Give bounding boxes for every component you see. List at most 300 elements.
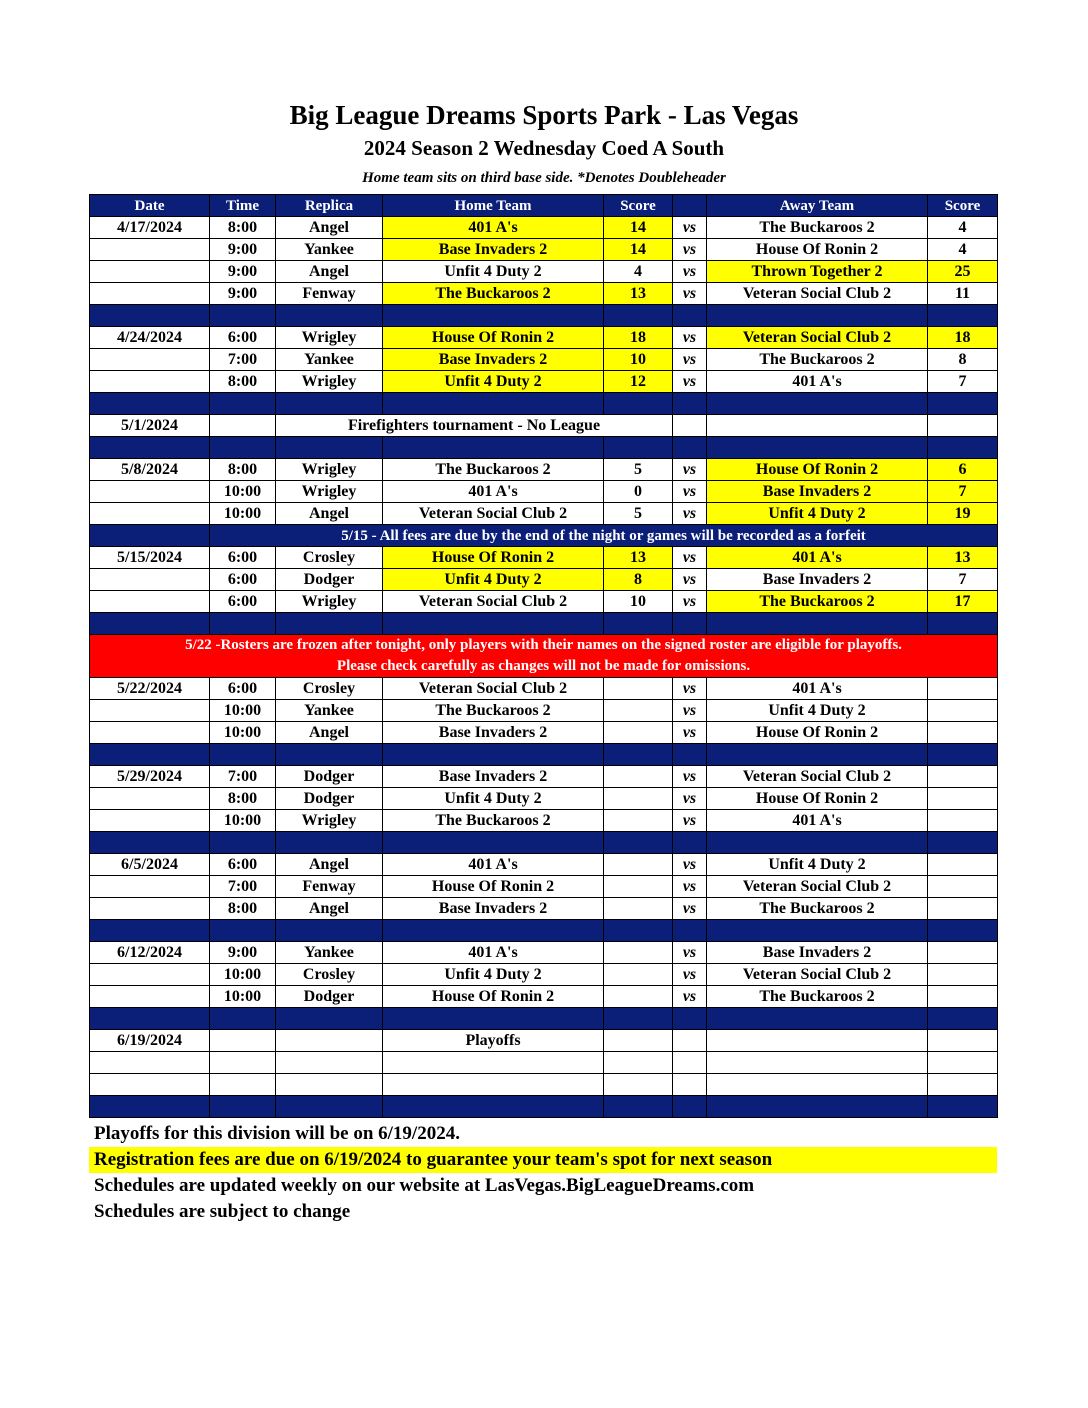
- away-team: The Buckaroos 2: [707, 349, 928, 371]
- field-name: Angel: [276, 898, 383, 920]
- spacer-cell: [90, 437, 210, 459]
- field-name: Wrigley: [276, 591, 383, 613]
- game-row: [90, 217, 998, 239]
- home-score: [604, 964, 673, 986]
- spacer-cell: [276, 1008, 383, 1030]
- away-score: [928, 722, 998, 744]
- game-time: 8:00: [210, 371, 276, 393]
- spacer-cell: [707, 1096, 928, 1118]
- spacer-cell: [383, 1008, 604, 1030]
- spacer-cell: [604, 832, 673, 854]
- game-time: 6:00: [210, 678, 276, 700]
- game-date: [90, 964, 210, 986]
- game-row: [90, 481, 998, 503]
- game-date: [90, 876, 210, 898]
- away-score: [928, 788, 998, 810]
- spacer-cell: [673, 305, 707, 327]
- home-score: 18: [604, 327, 673, 349]
- home-score: [604, 788, 673, 810]
- home-score: 12: [604, 371, 673, 393]
- field-name: Crosley: [276, 964, 383, 986]
- game-date: [90, 1052, 210, 1074]
- field-name: Angel: [276, 217, 383, 239]
- game-row: [90, 986, 998, 1008]
- home-team: Unfit 4 Duty 2: [383, 788, 604, 810]
- spacer-cell: [90, 920, 210, 942]
- spacer-cell: [90, 832, 210, 854]
- game-date: 5/1/2024: [90, 415, 210, 437]
- away-team: Base Invaders 2: [707, 942, 928, 964]
- game-row: [90, 678, 998, 700]
- column-header-away-score: Score: [928, 195, 998, 217]
- field-name: Crosley: [276, 678, 383, 700]
- spacer-cell: [928, 1096, 998, 1118]
- spacer-cell: [276, 437, 383, 459]
- game-time: 10:00: [210, 986, 276, 1008]
- game-row: [90, 876, 998, 898]
- vs-label: vs: [673, 327, 707, 349]
- away-team: The Buckaroos 2: [707, 217, 928, 239]
- game-date: 4/24/2024: [90, 327, 210, 349]
- home-team: 401 A's: [383, 942, 604, 964]
- game-date: [90, 481, 210, 503]
- spacer-cell: [707, 832, 928, 854]
- vs-label: vs: [673, 569, 707, 591]
- game-date: [90, 503, 210, 525]
- game-row: [90, 371, 998, 393]
- registration-note: Registration fees are due on 6/19/2024 to guarantee your team's spot for next season: [89, 1147, 997, 1173]
- table-header-row: [90, 195, 998, 217]
- spacer-cell: [707, 305, 928, 327]
- home-team: Unfit 4 Duty 2: [383, 261, 604, 283]
- game-date: [90, 261, 210, 283]
- game-time: 10:00: [210, 810, 276, 832]
- spacer-cell: [90, 305, 210, 327]
- game-row: [90, 547, 998, 569]
- game-row: [90, 503, 998, 525]
- spacer-cell: [90, 613, 210, 635]
- game-time: 10:00: [210, 722, 276, 744]
- game-time: 9:00: [210, 261, 276, 283]
- game-time: 10:00: [210, 503, 276, 525]
- away-score: [928, 854, 998, 876]
- spacer-cell: [210, 437, 276, 459]
- away-score: [928, 810, 998, 832]
- schedule-note: Home team sits on third base side. *Denotes Doubleheader: [362, 170, 726, 186]
- home-team: Veteran Social Club 2: [383, 591, 604, 613]
- game-time: [210, 415, 276, 437]
- vs-label: vs: [673, 503, 707, 525]
- vs-label: vs: [673, 810, 707, 832]
- vs-label: vs: [673, 722, 707, 744]
- home-team: The Buckaroos 2: [383, 459, 604, 481]
- game-time: 9:00: [210, 942, 276, 964]
- field-name: Fenway: [276, 876, 383, 898]
- spacer-cell: [383, 920, 604, 942]
- away-score: 7: [928, 371, 998, 393]
- game-time: 6:00: [210, 591, 276, 613]
- field-name: Angel: [276, 854, 383, 876]
- vs-label: vs: [673, 986, 707, 1008]
- home-score: 10: [604, 591, 673, 613]
- away-score: [928, 415, 998, 437]
- game-row: [90, 459, 998, 481]
- column-header-home-team: Home Team: [383, 195, 604, 217]
- game-time: 8:00: [210, 459, 276, 481]
- vs-label: vs: [673, 898, 707, 920]
- game-time: 9:00: [210, 239, 276, 261]
- spacer-cell: [276, 744, 383, 766]
- game-row: [90, 854, 998, 876]
- away-team: Veteran Social Club 2: [707, 876, 928, 898]
- spacer-cell: [276, 613, 383, 635]
- away-team: The Buckaroos 2: [707, 591, 928, 613]
- vs-label: vs: [673, 964, 707, 986]
- game-date: 5/8/2024: [90, 459, 210, 481]
- away-score: 18: [928, 327, 998, 349]
- spacer-cell: [673, 613, 707, 635]
- field-name: [276, 1030, 383, 1052]
- spacer-row: [90, 920, 998, 942]
- home-team: Unfit 4 Duty 2: [383, 569, 604, 591]
- home-score: [604, 766, 673, 788]
- spacer-cell: [673, 920, 707, 942]
- vs-label: vs: [673, 700, 707, 722]
- spacer-cell: [928, 305, 998, 327]
- game-row: [90, 788, 998, 810]
- spacer-row: [90, 1008, 998, 1030]
- game-row: [90, 327, 998, 349]
- vs-label: vs: [673, 371, 707, 393]
- away-score: [928, 898, 998, 920]
- vs-label: vs: [673, 788, 707, 810]
- home-team: Veteran Social Club 2: [383, 678, 604, 700]
- change-note: Schedules are subject to change: [94, 1201, 351, 1222]
- spacer-row: [90, 744, 998, 766]
- away-score: [928, 1030, 998, 1052]
- spacer-cell: [928, 1008, 998, 1030]
- vs-label: vs: [673, 766, 707, 788]
- home-score: [604, 986, 673, 1008]
- field-name: Yankee: [276, 239, 383, 261]
- home-score: 8: [604, 569, 673, 591]
- game-date: [90, 788, 210, 810]
- game-date: 5/15/2024: [90, 547, 210, 569]
- away-score: 17: [928, 591, 998, 613]
- vs-label: [673, 1030, 707, 1052]
- spacer-cell: [928, 393, 998, 415]
- away-team: Unfit 4 Duty 2: [707, 700, 928, 722]
- spacer-cell: [707, 393, 928, 415]
- home-score: 10: [604, 349, 673, 371]
- spacer-cell: [604, 744, 673, 766]
- fees-notice: 5/15 - All fees are due by the end of the night or games will be recorded as a forfeit: [210, 525, 998, 547]
- vs-label: vs: [673, 678, 707, 700]
- vs-label: [673, 1074, 707, 1096]
- home-team: 401 A's: [383, 481, 604, 503]
- home-team: House Of Ronin 2: [383, 547, 604, 569]
- spacer-cell: [604, 393, 673, 415]
- game-date: 5/22/2024: [90, 678, 210, 700]
- game-time: 8:00: [210, 788, 276, 810]
- spacer-cell: [383, 1096, 604, 1118]
- home-team: Veteran Social Club 2: [383, 503, 604, 525]
- vs-label: vs: [673, 459, 707, 481]
- game-date: 6/19/2024: [90, 1030, 210, 1052]
- game-date: [90, 1074, 210, 1096]
- away-team: [707, 1052, 928, 1074]
- field-name: Wrigley: [276, 459, 383, 481]
- vs-label: vs: [673, 283, 707, 305]
- away-score: [928, 964, 998, 986]
- spacer-cell: [383, 613, 604, 635]
- field-name: Yankee: [276, 349, 383, 371]
- column-header-replica: Replica: [276, 195, 383, 217]
- away-team: 401 A's: [707, 547, 928, 569]
- game-date: [90, 722, 210, 744]
- away-score: [928, 1074, 998, 1096]
- spacer-row: [90, 1096, 998, 1118]
- field-name: Crosley: [276, 547, 383, 569]
- spacer-cell: [210, 1096, 276, 1118]
- field-name: Yankee: [276, 942, 383, 964]
- schedule-table: [89, 194, 998, 1118]
- vs-label: [673, 1052, 707, 1074]
- away-team: 401 A's: [707, 810, 928, 832]
- game-row: [90, 349, 998, 371]
- vs-label: vs: [673, 239, 707, 261]
- home-score: 0: [604, 481, 673, 503]
- home-team: Playoffs: [383, 1030, 604, 1052]
- home-score: [604, 700, 673, 722]
- away-team: [707, 1030, 928, 1052]
- spacer-cell: [707, 437, 928, 459]
- home-score: 13: [604, 283, 673, 305]
- home-team: [383, 1052, 604, 1074]
- spacer-cell: [383, 744, 604, 766]
- away-team: Veteran Social Club 2: [707, 766, 928, 788]
- game-row: [90, 569, 998, 591]
- spacer-cell: [276, 920, 383, 942]
- spacer-cell: [276, 393, 383, 415]
- field-name: Dodger: [276, 788, 383, 810]
- page-title: Big League Dreams Sports Park - Las Vegas: [289, 100, 799, 130]
- game-row: [90, 1074, 998, 1096]
- spacer-cell: [90, 1008, 210, 1030]
- home-team: Base Invaders 2: [383, 239, 604, 261]
- roster-notice-row: [90, 635, 998, 678]
- home-score: [604, 1030, 673, 1052]
- game-date: [90, 283, 210, 305]
- home-score: [604, 1052, 673, 1074]
- home-team: House Of Ronin 2: [383, 327, 604, 349]
- home-score: [604, 678, 673, 700]
- away-team: Thrown Together 2: [707, 261, 928, 283]
- home-score: 5: [604, 503, 673, 525]
- vs-label: vs: [673, 217, 707, 239]
- away-team: [707, 1074, 928, 1096]
- home-team: The Buckaroos 2: [383, 700, 604, 722]
- vs-label: vs: [673, 547, 707, 569]
- field-name: Wrigley: [276, 810, 383, 832]
- game-time: [210, 1052, 276, 1074]
- spacer-cell: [210, 832, 276, 854]
- away-team: Base Invaders 2: [707, 481, 928, 503]
- spacer-cell: [383, 437, 604, 459]
- game-date: 4/17/2024: [90, 217, 210, 239]
- game-date: [90, 700, 210, 722]
- home-team: The Buckaroos 2: [383, 810, 604, 832]
- game-row: [90, 261, 998, 283]
- spacer-cell: [928, 832, 998, 854]
- away-team: Unfit 4 Duty 2: [707, 503, 928, 525]
- game-time: 7:00: [210, 876, 276, 898]
- home-team: Unfit 4 Duty 2: [383, 964, 604, 986]
- game-row: [90, 1030, 998, 1052]
- home-score: [604, 942, 673, 964]
- spacer-cell: [383, 832, 604, 854]
- game-row: [90, 591, 998, 613]
- game-row: [90, 700, 998, 722]
- field-name: Wrigley: [276, 327, 383, 349]
- spacer-cell: [210, 393, 276, 415]
- spacer-cell: [210, 744, 276, 766]
- away-score: [928, 986, 998, 1008]
- game-time: 7:00: [210, 349, 276, 371]
- away-score: 6: [928, 459, 998, 481]
- spacer-cell: [673, 393, 707, 415]
- game-row: [90, 810, 998, 832]
- away-team: Veteran Social Club 2: [707, 327, 928, 349]
- column-header-home-score: Score: [604, 195, 673, 217]
- spacer-cell: [604, 1008, 673, 1030]
- game-time: 9:00: [210, 283, 276, 305]
- away-score: [928, 1052, 998, 1074]
- game-time: 10:00: [210, 964, 276, 986]
- home-score: [604, 898, 673, 920]
- spacer-cell: [604, 613, 673, 635]
- roster-notice: [90, 635, 998, 678]
- away-score: 7: [928, 481, 998, 503]
- game-date: [90, 986, 210, 1008]
- away-score: [928, 700, 998, 722]
- playoffs-note: Playoffs for this division will be on 6/19/2024.: [94, 1123, 460, 1144]
- field-name: Angel: [276, 503, 383, 525]
- game-time: 6:00: [210, 569, 276, 591]
- spacer-cell: [673, 744, 707, 766]
- away-score: 19: [928, 503, 998, 525]
- home-score: [604, 722, 673, 744]
- game-date: [90, 239, 210, 261]
- spacer-cell: [673, 832, 707, 854]
- game-date: 5/29/2024: [90, 766, 210, 788]
- home-team: The Buckaroos 2: [383, 283, 604, 305]
- spacer-row: [90, 393, 998, 415]
- vs-label: vs: [673, 591, 707, 613]
- spacer-cell: [673, 437, 707, 459]
- away-score: 4: [928, 217, 998, 239]
- footer-notes: [89, 1121, 997, 1225]
- spacer-cell: [210, 1008, 276, 1030]
- home-team: Unfit 4 Duty 2: [383, 371, 604, 393]
- spacer-cell: [707, 920, 928, 942]
- game-time: 6:00: [210, 547, 276, 569]
- away-score: 7: [928, 569, 998, 591]
- home-team: Base Invaders 2: [383, 898, 604, 920]
- game-row: [90, 898, 998, 920]
- game-time: [210, 1030, 276, 1052]
- spacer-row: [90, 832, 998, 854]
- spacer-cell: [210, 613, 276, 635]
- game-date: 6/12/2024: [90, 942, 210, 964]
- field-name: Angel: [276, 722, 383, 744]
- away-team: Veteran Social Club 2: [707, 964, 928, 986]
- vs-label: vs: [673, 942, 707, 964]
- game-time: 10:00: [210, 700, 276, 722]
- spacer-cell: [928, 920, 998, 942]
- spacer-cell: [707, 1008, 928, 1030]
- away-team: The Buckaroos 2: [707, 898, 928, 920]
- away-score: 4: [928, 239, 998, 261]
- vs-cell: [673, 415, 707, 437]
- fees-notice-row: [90, 525, 998, 547]
- field-name: Dodger: [276, 569, 383, 591]
- home-score: [604, 876, 673, 898]
- field-name: Wrigley: [276, 481, 383, 503]
- away-score: 11: [928, 283, 998, 305]
- spacer-row: [90, 305, 998, 327]
- game-row: [90, 283, 998, 305]
- game-row: [90, 766, 998, 788]
- column-header-away-team: Away Team: [707, 195, 928, 217]
- spacer-cell: [928, 613, 998, 635]
- spacer-cell: [383, 393, 604, 415]
- away-score: [928, 942, 998, 964]
- game-time: 7:00: [210, 766, 276, 788]
- game-date: [90, 591, 210, 613]
- field-name: Angel: [276, 261, 383, 283]
- spacer-cell: [604, 305, 673, 327]
- game-date: 6/5/2024: [90, 854, 210, 876]
- game-date: [90, 810, 210, 832]
- home-team: House Of Ronin 2: [383, 876, 604, 898]
- roster-notice-line: 5/22 -Rosters are frozen after tonight, only players with their names on the signed roster are eligible for playoffs.: [185, 637, 902, 653]
- field-name: [276, 1074, 383, 1096]
- game-date: [90, 349, 210, 371]
- vs-label: vs: [673, 481, 707, 503]
- home-team: Base Invaders 2: [383, 766, 604, 788]
- home-score: 14: [604, 239, 673, 261]
- column-header-date: Date: [90, 195, 210, 217]
- spacer-cell: [276, 1096, 383, 1118]
- away-score: 13: [928, 547, 998, 569]
- spacer-cell: [707, 744, 928, 766]
- spacer-cell: [928, 744, 998, 766]
- home-score: [604, 1074, 673, 1096]
- home-team: House Of Ronin 2: [383, 986, 604, 1008]
- game-time: 8:00: [210, 217, 276, 239]
- vs-label: vs: [673, 261, 707, 283]
- home-team: Base Invaders 2: [383, 722, 604, 744]
- field-name: Dodger: [276, 766, 383, 788]
- vs-label: vs: [673, 349, 707, 371]
- spacer-cell: [673, 1096, 707, 1118]
- vs-label: vs: [673, 876, 707, 898]
- game-date: [90, 898, 210, 920]
- home-team: 401 A's: [383, 854, 604, 876]
- game-time: 6:00: [210, 327, 276, 349]
- away-team: Veteran Social Club 2: [707, 283, 928, 305]
